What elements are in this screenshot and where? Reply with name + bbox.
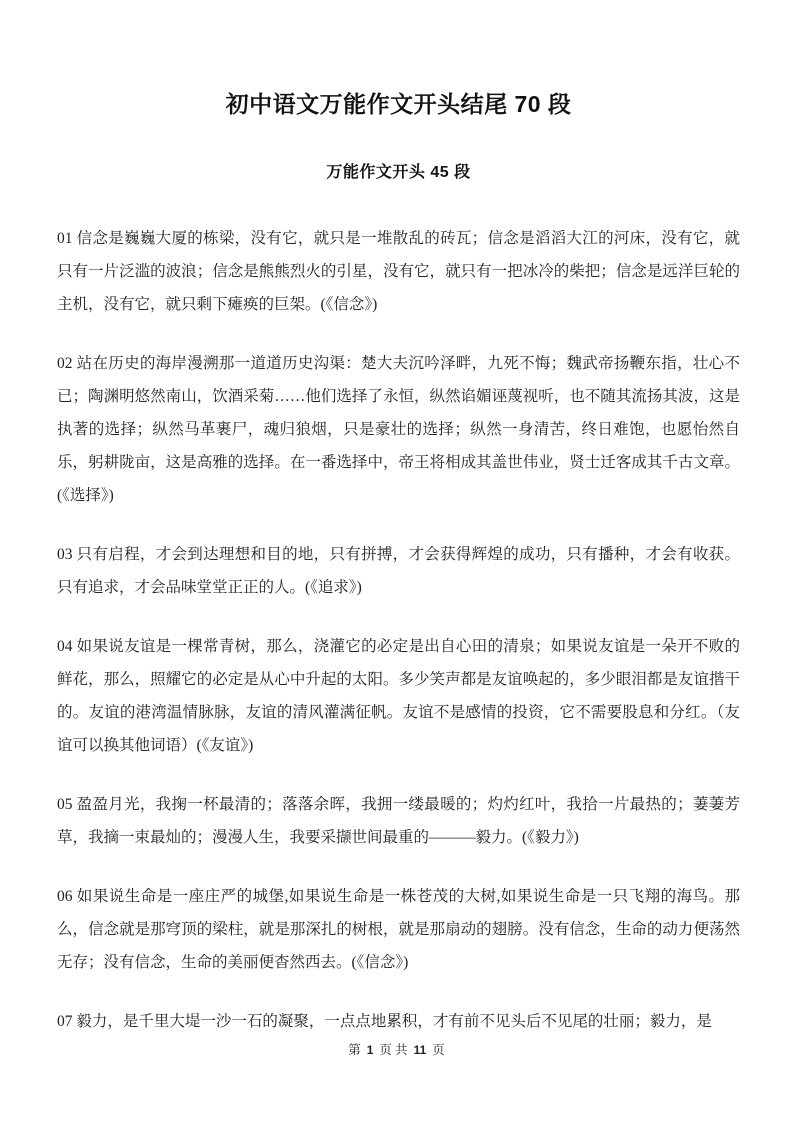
paragraph-05: 05 盈盈月光，我掬一杯最清的；落落余晖，我拥一缕最暖的；灼灼红叶，我拾一片最热的；萋萋芳草，我摘一束最灿的；漫漫人生，我要采撷世间最重的———毅力。(《毅力》) [57, 796, 740, 846]
page-footer [0, 1042, 793, 1058]
paragraph-02: 02 站在历史的海岸漫溯那一道道历史沟渠：楚大夫沉吟泽畔，九死不悔；魏武帝扬鞭东指，壮心不已；陶渊明悠然南山，饮酒采菊……他们选择了永恒，纵然谄媚诬蔑视听，也不随其流扬其波，这是执著的选择；纵然马革裹尸，魂归狼烟，只是豪壮的选择；纵然一身清苦，终日难饱，也愿怡然自乐，躬耕陇亩，这是高雅的选择。在一番选择中，帝王将相成其盖世伟业，贤士迁客成其千古文章。(《选择》) [57, 355, 740, 504]
paragraph-04: 04 如果说友谊是一棵常青树，那么，浇灌它的必定是出自心田的清泉；如果说友谊是一朵开不败的鲜花，那么，照耀它的必定是从心中升起的太阳。多少笑声都是友谊唤起的，多少眼泪都是友谊揩干的。友谊的港湾温情脉脉，友谊的清风灌满征帆。友谊不是感情的投资，它不需要股息和分红。（友谊可以换其他词语）(《友谊》) [57, 638, 740, 754]
section-heading: 万能作文开头 45 段 [326, 164, 471, 181]
paragraph-03: 03 只有启程，才会到达理想和目的地，只有拼搏，才会获得辉煌的成功，只有播种，才会有收获。只有追求，才会品味堂堂正正的人。(《追求》) [57, 546, 740, 596]
footer-label-ye-gong: 页 共 [379, 1043, 408, 1057]
footer-total-pages: 11 [413, 1043, 427, 1057]
paragraph-01: 01 信念是巍巍大厦的栋梁，没有它，就只是一堆散乱的砖瓦；信念是滔滔大江的河床，没有它，就只有一片泛滥的波浪；信念是熊熊烈火的引星，没有它，就只有一把冰冷的柴把；信念是远洋巨轮的主机，没有它，就只剩下瘫痪的巨架。(《信念》) [57, 230, 740, 313]
footer-label-di: 第 [348, 1043, 361, 1057]
page-title: 初中语文万能作文开头结尾 70 段 [225, 91, 572, 117]
paragraph-06: 06 如果说生命是一座庄严的城堡,如果说生命是一株苍茂的大树,如果说生命是一只飞翔的海鸟。那么，信念就是那穹顶的梁柱，就是那深扎的树根，就是那扇动的翅膀。没有信念，生命的动力便荡然无存；没有信念，生命的美丽便杳然西去。(《信念》) [57, 888, 740, 971]
footer-page-number: 1 [366, 1043, 374, 1057]
document-body [57, 222, 740, 1038]
footer-label-ye: 页 [432, 1043, 445, 1057]
paragraph-07: 07 毅力，是千里大堤一沙一石的凝聚，一点点地累积，才有前不见头后不见尾的壮丽；毅力，是 [57, 1013, 712, 1030]
